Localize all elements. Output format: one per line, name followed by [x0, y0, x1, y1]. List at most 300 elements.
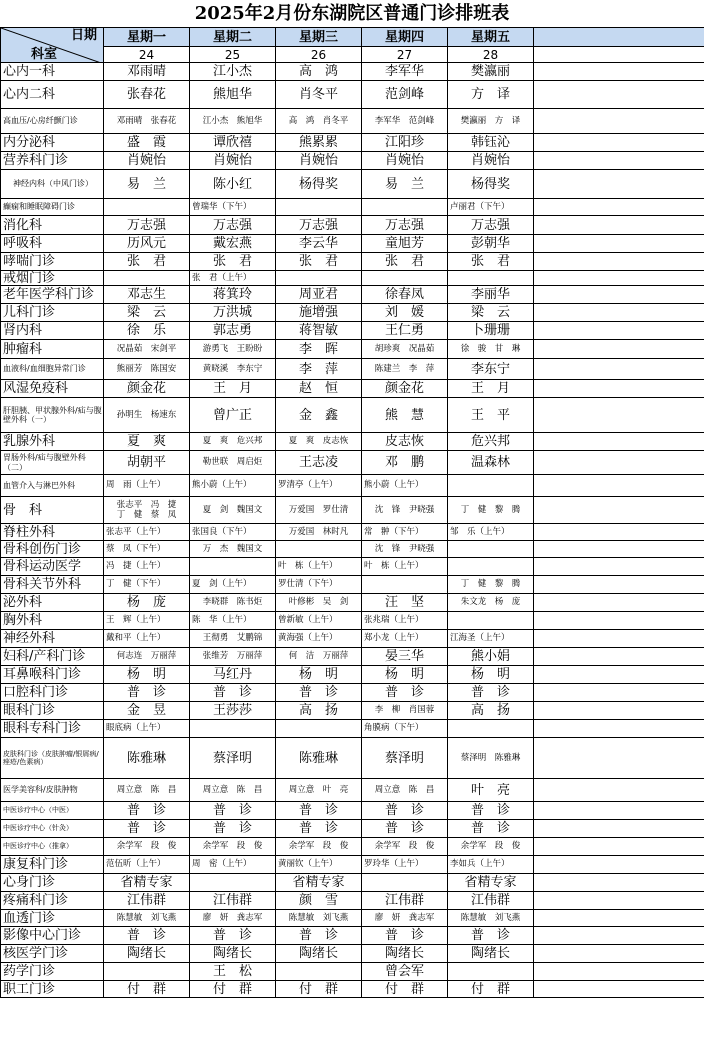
doctor-cell: 陈 华（上午）: [190, 612, 276, 630]
doctor-cell: 普 诊: [190, 820, 276, 838]
doctor-cell: 盛 霞: [104, 134, 190, 152]
extra-column: [534, 170, 704, 199]
doctor-cell: 高 鸿: [276, 63, 362, 81]
doctor-cell: 张春花: [104, 81, 190, 109]
doctor-cell: 蔡泽明: [362, 738, 448, 779]
doctor-cell: 夏 剑 魏国文: [190, 497, 276, 524]
doctor-cell: 肖婉怡: [104, 152, 190, 170]
doctor-cell: 普 诊: [276, 802, 362, 820]
doctor-cell: 普 诊: [362, 802, 448, 820]
table-row: [1, 927, 704, 945]
extra-column: [534, 451, 704, 475]
dept-name: 乳腺外科: [1, 433, 104, 451]
doctor-cell: [448, 475, 534, 497]
doctor-cell: 陈雅琳: [276, 738, 362, 779]
doctor-cell: 熊丽芳 陈国安: [104, 359, 190, 380]
doctor-cell: 普 诊: [276, 820, 362, 838]
table-row: [1, 63, 704, 81]
dept-name: 康复科门诊: [1, 856, 104, 874]
extra-column: [534, 541, 704, 558]
extra-column: [534, 612, 704, 630]
extra-column: [534, 152, 704, 170]
doctor-cell: [276, 271, 362, 286]
doctor-cell: 夏 爽 危兴邦: [190, 433, 276, 451]
doctor-cell: [190, 558, 276, 576]
doctor-cell: 江伟群: [190, 892, 276, 910]
doctor-cell: 周 雨（上午）: [104, 475, 190, 497]
dept-name: 呼吸科: [1, 235, 104, 253]
table-row: [1, 945, 704, 963]
doctor-cell: 汪 坚: [362, 594, 448, 612]
doctor-cell: 叶 亮: [448, 779, 534, 802]
doctor-cell: 陈慧敏 刘飞燕: [104, 910, 190, 927]
table-row: [1, 612, 704, 630]
doctor-cell: 金 昱: [104, 702, 190, 720]
dept-name: 中医诊疗中心（推拿）: [1, 838, 104, 856]
table-row: [1, 738, 704, 779]
doctor-cell: 肖婉怡: [362, 152, 448, 170]
dept-name: 耳鼻喉科门诊: [1, 666, 104, 684]
dept-name: 中医诊疗中心（针灸）: [1, 820, 104, 838]
dept-name: 心内二科: [1, 81, 104, 109]
table-row: [1, 684, 704, 702]
extra-column: [534, 648, 704, 666]
table-row: [1, 134, 704, 152]
doctor-cell: [104, 199, 190, 216]
doctor-cell: 邓雨晴 张春花: [104, 109, 190, 134]
doctor-cell: 王 辉（上午）: [104, 612, 190, 630]
doctor-cell: 丁 健 黎 腾: [448, 576, 534, 594]
doctor-cell: 夏 爽: [104, 433, 190, 451]
dept-name: 药学门诊: [1, 963, 104, 981]
doctor-cell: 普 诊: [448, 820, 534, 838]
doctor-cell: 施增强: [276, 304, 362, 322]
doctor-cell: 省精专家: [448, 874, 534, 892]
doctor-cell: [362, 271, 448, 286]
doctor-cell: [362, 199, 448, 216]
table-row: [1, 594, 704, 612]
doctor-cell: 叶 栋（上午）: [362, 558, 448, 576]
table-row: [1, 666, 704, 684]
doctor-cell: 邹 乐（上午）: [448, 524, 534, 541]
schedule-table: [0, 27, 704, 998]
day-header: 星期四: [362, 28, 448, 47]
doctor-cell: 张志平 冯 捷 丁 健 蔡 凤: [104, 497, 190, 524]
doctor-cell: 曾瑞华（下午）: [190, 199, 276, 216]
dept-name: 风湿免疫科: [1, 380, 104, 398]
doctor-cell: 蔡泽明: [190, 738, 276, 779]
doctor-cell: 邓雨晴: [104, 63, 190, 81]
doctor-cell: 范剑峰: [362, 81, 448, 109]
extra-column: [534, 235, 704, 253]
doctor-cell: 江伟群: [362, 892, 448, 910]
table-row: [1, 398, 704, 433]
doctor-cell: 余学军 段 俊: [190, 838, 276, 856]
doctor-cell: 万爱国 林时凡: [276, 524, 362, 541]
doctor-cell: 付 群: [448, 981, 534, 998]
doctor-cell: 梁 云: [104, 304, 190, 322]
doctor-cell: 张兆瑞（上午）: [362, 612, 448, 630]
doctor-cell: 张国良（下午）: [190, 524, 276, 541]
table-row: [1, 451, 704, 475]
dept-name: 疼痛科门诊: [1, 892, 104, 910]
doctor-cell: 王 月: [448, 380, 534, 398]
doctor-cell: 普 诊: [104, 927, 190, 945]
doctor-cell: 沈 锋 尹晓强: [362, 541, 448, 558]
doctor-cell: 黄晓溪 李东宁: [190, 359, 276, 380]
doctor-cell: [104, 963, 190, 981]
dept-name: 职工门诊: [1, 981, 104, 998]
doctor-cell: 李 柳 肖国蓉: [362, 702, 448, 720]
day-header: 星期三: [276, 28, 362, 47]
doctor-cell: 王彻勇 艾鹏锦: [190, 630, 276, 648]
extra-column: [534, 874, 704, 892]
doctor-cell: 徐 乐: [104, 322, 190, 340]
doctor-cell: 冯 捷（上午）: [104, 558, 190, 576]
doctor-cell: 张 君（上午）: [190, 271, 276, 286]
doctor-cell: 蔡泽明 陈雅琳: [448, 738, 534, 779]
doctor-cell: [448, 271, 534, 286]
doctor-cell: 王仁勇: [362, 322, 448, 340]
dept-name: 骨科关节外科: [1, 576, 104, 594]
doctor-cell: [276, 963, 362, 981]
doctor-cell: 李军华: [362, 63, 448, 81]
doctor-cell: 晏三华: [362, 648, 448, 666]
doctor-cell: 普 诊: [190, 684, 276, 702]
table-row: [1, 892, 704, 910]
doctor-cell: 杨 庞: [104, 594, 190, 612]
table-row: [1, 558, 704, 576]
doctor-cell: 李丽华: [448, 286, 534, 304]
doctor-cell: 陶绪长: [448, 945, 534, 963]
dept-label: 科室: [31, 47, 58, 62]
doctor-cell: 张 君: [362, 253, 448, 271]
date-row: [1, 47, 704, 63]
table-row: [1, 235, 704, 253]
dept-name: 肝胆胰、甲状腺外科/疝与腹壁外科（一）: [1, 398, 104, 433]
table-row: [1, 856, 704, 874]
doctor-cell: [276, 541, 362, 558]
doctor-cell: 游勇飞 王盼盼: [190, 340, 276, 359]
dept-name: 老年医学科门诊: [1, 286, 104, 304]
doctor-cell: 樊瀛丽: [448, 63, 534, 81]
page-title: 2025年2月份东湖院区普通门诊排班表: [194, 3, 510, 24]
doctor-cell: 勒世联 周启炬: [190, 451, 276, 475]
table-row: [1, 541, 704, 558]
doctor-cell: 马红丹: [190, 666, 276, 684]
doctor-cell: 沈 锋 尹晓强: [362, 497, 448, 524]
doctor-cell: 熊旭华: [190, 81, 276, 109]
extra-column: [534, 322, 704, 340]
date-cell: 27: [362, 47, 448, 63]
doctor-cell: 付 群: [104, 981, 190, 998]
dept-name: 哮喘门诊: [1, 253, 104, 271]
dept-name: 内分泌科: [1, 134, 104, 152]
doctor-cell: [448, 541, 534, 558]
table-row: [1, 340, 704, 359]
extra-column: [534, 81, 704, 109]
doctor-cell: 徐 骏 甘 琳: [448, 340, 534, 359]
extra-column: [534, 684, 704, 702]
dept-name: 妇科/产科门诊: [1, 648, 104, 666]
dept-name: 心内一科: [1, 63, 104, 81]
doctor-cell: 杨 明: [448, 666, 534, 684]
doctor-cell: 郭志勇: [190, 322, 276, 340]
extra-column: [534, 109, 704, 134]
table-row: [1, 152, 704, 170]
table-row: [1, 81, 704, 109]
dept-name: 泌外科: [1, 594, 104, 612]
doctor-cell: 刘 媛: [362, 304, 448, 322]
extra-column: [534, 720, 704, 738]
doctor-cell: 张维芳 万丽萍: [190, 648, 276, 666]
extra-column: [534, 666, 704, 684]
table-row: [1, 475, 704, 497]
extra-column: [534, 802, 704, 820]
doctor-cell: 童旭芳: [362, 235, 448, 253]
table-row: [1, 199, 704, 216]
doctor-cell: 黄丽钦（上午）: [276, 856, 362, 874]
doctor-cell: 陶绪长: [104, 945, 190, 963]
doctor-cell: 丁 健（下午）: [104, 576, 190, 594]
doctor-cell: 陈建兰 李 萍: [362, 359, 448, 380]
doctor-cell: 廖 妍 龚志军: [362, 910, 448, 927]
doctor-cell: 高 扬: [276, 702, 362, 720]
dept-name: 眼科专科门诊: [1, 720, 104, 738]
dept-name: 胃肠外科/疝与腹壁外科（二）: [1, 451, 104, 475]
doctor-cell: 余学军 段 俊: [448, 838, 534, 856]
doctor-cell: 江伟群: [448, 892, 534, 910]
doctor-cell: 罗玲华（上午）: [362, 856, 448, 874]
table-row: [1, 981, 704, 998]
doctor-cell: 省精专家: [104, 874, 190, 892]
doctor-cell: 何志连 万丽萍: [104, 648, 190, 666]
table-row: [1, 109, 704, 134]
doctor-cell: 李云华: [276, 235, 362, 253]
day-header: 星期五: [448, 28, 534, 47]
doctor-cell: 丁 健 黎 腾: [448, 497, 534, 524]
dept-name: 脊柱外科: [1, 524, 104, 541]
doctor-cell: 王 月: [190, 380, 276, 398]
extra-column: [534, 433, 704, 451]
doctor-cell: 江小杰 熊旭华: [190, 109, 276, 134]
doctor-cell: 赵 恒: [276, 380, 362, 398]
doctor-cell: 万志强: [276, 216, 362, 235]
doctor-cell: 周立意 陈 昌: [190, 779, 276, 802]
doctor-cell: 余学军 段 俊: [104, 838, 190, 856]
doctor-cell: 付 群: [362, 981, 448, 998]
extra-column: [534, 199, 704, 216]
doctor-cell: [276, 199, 362, 216]
doctor-cell: 肖婉怡: [448, 152, 534, 170]
doctor-cell: 余学军 段 俊: [276, 838, 362, 856]
table-row: [1, 380, 704, 398]
doctor-cell: 万志强: [448, 216, 534, 235]
doctor-cell: 省精专家: [276, 874, 362, 892]
extra-column: [534, 927, 704, 945]
table-row: [1, 497, 704, 524]
doctor-cell: 周立意 叶 亮: [276, 779, 362, 802]
doctor-cell: 张 君: [448, 253, 534, 271]
extra-column: [534, 271, 704, 286]
doctor-cell: 普 诊: [362, 820, 448, 838]
doctor-cell: 方 译: [448, 81, 534, 109]
extra-column: [534, 398, 704, 433]
extra-column: [534, 47, 704, 63]
doctor-cell: 普 诊: [362, 927, 448, 945]
dept-name: 心身门诊: [1, 874, 104, 892]
extra-column: [534, 340, 704, 359]
extra-column: [534, 981, 704, 998]
doctor-cell: 普 诊: [190, 802, 276, 820]
doctor-cell: 朱文龙 杨 庞: [448, 594, 534, 612]
doctor-cell: 王 松: [190, 963, 276, 981]
doctor-cell: 曾新敏（上午）: [276, 612, 362, 630]
doctor-cell: 易 兰: [104, 170, 190, 199]
doctor-cell: [362, 576, 448, 594]
doctor-cell: 肖婉怡: [190, 152, 276, 170]
date-cell: 28: [448, 47, 534, 63]
doctor-cell: 历风元: [104, 235, 190, 253]
dept-name: 骨科运动医学: [1, 558, 104, 576]
table-row: [1, 874, 704, 892]
doctor-cell: 李如兵（上午）: [448, 856, 534, 874]
extra-column: [534, 945, 704, 963]
doctor-cell: 李 萍: [276, 359, 362, 380]
table-row: [1, 359, 704, 380]
dept-name: 神经内科（中风门诊）: [1, 170, 104, 199]
table-row: [1, 271, 704, 286]
doctor-cell: 付 群: [276, 981, 362, 998]
doctor-cell: [190, 874, 276, 892]
doctor-cell: 普 诊: [276, 684, 362, 702]
doctor-cell: [190, 720, 276, 738]
table-row: [1, 702, 704, 720]
table-row: [1, 524, 704, 541]
doctor-cell: 万志强: [190, 216, 276, 235]
doctor-cell: 蒋智敏: [276, 322, 362, 340]
doctor-cell: 常 翀（下午）: [362, 524, 448, 541]
extra-column: [534, 963, 704, 981]
doctor-cell: 李东宁: [448, 359, 534, 380]
doctor-cell: 胡珍爽 况晶茹: [362, 340, 448, 359]
doctor-cell: [448, 558, 534, 576]
extra-column: [534, 892, 704, 910]
dept-name: 营养科门诊: [1, 152, 104, 170]
extra-column: [534, 594, 704, 612]
dept-name: 口腔科门诊: [1, 684, 104, 702]
doctor-cell: 邓志生: [104, 286, 190, 304]
doctor-cell: 颜 雪: [276, 892, 362, 910]
dept-name: 血管介入与淋巴外科: [1, 475, 104, 497]
doctor-cell: 付 群: [190, 981, 276, 998]
doctor-cell: 邓 鹏: [362, 451, 448, 475]
doctor-cell: 高 鸿 肖冬平: [276, 109, 362, 134]
dept-name: 高血压/心房纤颤门诊: [1, 109, 104, 134]
dept-name: 戒烟门诊: [1, 271, 104, 286]
dept-name: 肾内科: [1, 322, 104, 340]
doctor-cell: 杨得奖: [276, 170, 362, 199]
extra-column: [534, 475, 704, 497]
dept-name: 神经外科: [1, 630, 104, 648]
doctor-cell: [448, 612, 534, 630]
doctor-cell: 万志强: [104, 216, 190, 235]
doctor-cell: 王莎莎: [190, 702, 276, 720]
doctor-cell: 蒋箕玲: [190, 286, 276, 304]
extra-column: [534, 524, 704, 541]
doctor-cell: 蔡 凤（下午）: [104, 541, 190, 558]
doctor-cell: 陶绪长: [276, 945, 362, 963]
dept-name: 核医学门诊: [1, 945, 104, 963]
extra-column: [534, 134, 704, 152]
doctor-cell: [362, 874, 448, 892]
header-row: [1, 28, 704, 47]
doctor-cell: 胡朝平: [104, 451, 190, 475]
dept-name: 血透门诊: [1, 910, 104, 927]
table-row: [1, 253, 704, 271]
doctor-cell: [104, 271, 190, 286]
doctor-cell: 杨得奖: [448, 170, 534, 199]
doctor-cell: 高 扬: [448, 702, 534, 720]
doctor-cell: 张 君: [276, 253, 362, 271]
doctor-cell: 杨 明: [276, 666, 362, 684]
doctor-cell: 戴和平（上午）: [104, 630, 190, 648]
dept-name: 肿瘤科: [1, 340, 104, 359]
extra-column: [534, 838, 704, 856]
doctor-cell: 陈雅琳: [104, 738, 190, 779]
doctor-cell: 颜金花: [362, 380, 448, 398]
doctor-cell: 肖婉怡: [276, 152, 362, 170]
dept-name: 影像中心门诊: [1, 927, 104, 945]
doctor-cell: 熊累累: [276, 134, 362, 152]
doctor-cell: 周 密（上午）: [190, 856, 276, 874]
doctor-cell: 普 诊: [190, 927, 276, 945]
doctor-cell: 何 洁 万丽萍: [276, 648, 362, 666]
doctor-cell: 孙明生 杨速东: [104, 398, 190, 433]
extra-column: [534, 359, 704, 380]
date-cell: 25: [190, 47, 276, 63]
dept-name: 皮肤科门诊（皮肤肿瘤/银屑病/痤疮/色素病）: [1, 738, 104, 779]
dept-name: 中医诊疗中心（中医）: [1, 802, 104, 820]
doctor-cell: 万志强: [362, 216, 448, 235]
doctor-cell: 罗清亭（上午）: [276, 475, 362, 497]
doctor-cell: [448, 963, 534, 981]
doctor-cell: 江小杰: [190, 63, 276, 81]
doctor-cell: 戴宏燕: [190, 235, 276, 253]
date-label: 日期: [70, 28, 97, 43]
doctor-cell: 范伍昕（上午）: [104, 856, 190, 874]
doctor-cell: 张志平（上午）: [104, 524, 190, 541]
table-row: [1, 838, 704, 856]
doctor-cell: 眼底病（上午）: [104, 720, 190, 738]
doctor-cell: 陶绪长: [190, 945, 276, 963]
doctor-cell: 梁 云: [448, 304, 534, 322]
doctor-cell: 李晓群 陈书炬: [190, 594, 276, 612]
dept-name: 胸外科: [1, 612, 104, 630]
doctor-cell: 王志凌: [276, 451, 362, 475]
table-row: [1, 576, 704, 594]
doctor-cell: 万 杰 魏国文: [190, 541, 276, 558]
doctor-cell: 叶修彬 吴 剑: [276, 594, 362, 612]
extra-column: [534, 910, 704, 927]
doctor-cell: 余学军 段 俊: [362, 838, 448, 856]
table-row: [1, 910, 704, 927]
extra-column: [534, 28, 704, 47]
doctor-cell: 普 诊: [448, 927, 534, 945]
table-row: [1, 648, 704, 666]
doctor-cell: 温森林: [448, 451, 534, 475]
doctor-cell: [276, 720, 362, 738]
